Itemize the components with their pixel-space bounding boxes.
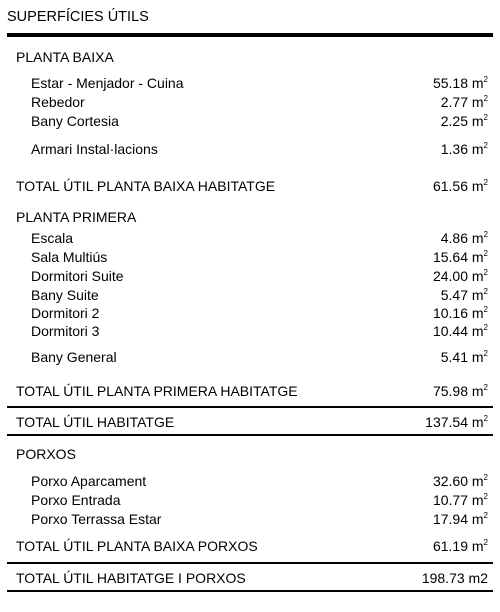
room-label: Porxo Aparcament (31, 473, 147, 489)
room-label: Bany Suite (31, 287, 99, 303)
room-label: Estar - Menjador - Cuina (31, 75, 184, 91)
section-heading-planta-baixa (0, 48, 500, 66)
section-heading-label: PORXOS (16, 446, 76, 462)
room-label: Dormitori Suite (31, 268, 124, 284)
total-label: TOTAL ÚTIL PLANTA BAIXA PORXOS (16, 538, 258, 554)
room-area: 10.16 $m^2$ (432, 305, 488, 321)
divider-rule (7, 590, 493, 592)
room-area: 5.41 $m^2$ (440, 349, 488, 365)
total-row-porxos (0, 537, 500, 555)
table-row (0, 472, 500, 490)
room-area: 1.36 $m^2$ (440, 141, 488, 157)
table-row (0, 491, 500, 509)
total-row-planta-baixa (0, 177, 500, 195)
section-heading-label: PLANTA BAIXA (16, 49, 114, 65)
total-label: TOTAL ÚTIL HABITATGE (16, 414, 175, 430)
table-row (0, 112, 500, 130)
room-area: 24.00 $m^2$ (432, 268, 488, 284)
room-area: 2.77 $m^2$ (440, 94, 488, 110)
table-row (0, 348, 500, 366)
table-row (0, 93, 500, 111)
room-label: Porxo Terrassa Estar (31, 511, 162, 527)
table-row (0, 267, 500, 285)
room-area: 55.18 $m^2$ (432, 75, 488, 91)
table-row (0, 229, 500, 247)
room-label: Dormitori 2 (31, 305, 100, 321)
total-area: 75.98 $m^2$ (432, 383, 488, 399)
total-area: 137.54 $m^2$ (425, 414, 488, 430)
table-row (0, 286, 500, 304)
section-heading-porxos (0, 445, 500, 463)
total-label: TOTAL ÚTIL HABITATGE I PORXOS (16, 570, 246, 586)
room-label: Escala (31, 230, 74, 246)
table-row (0, 74, 500, 92)
section-heading-planta-primera (0, 208, 500, 226)
table-row (0, 322, 500, 340)
room-label: Sala Multiús (31, 249, 108, 265)
room-area: 10.44 $m^2$ (432, 323, 488, 339)
section-heading-label: PLANTA PRIMERA (16, 209, 137, 225)
divider-rule (7, 434, 493, 436)
total-label: TOTAL ÚTIL PLANTA BAIXA HABITATGE (16, 178, 276, 194)
total-area: 61.56 $m^2$ (432, 178, 488, 194)
divider-rule (7, 562, 493, 564)
room-label: Bany General (31, 349, 117, 365)
room-area: 15.64 $m^2$ (432, 249, 488, 265)
room-label: Dormitori 3 (31, 323, 100, 339)
total-area: 198.73 m2 (421, 570, 488, 586)
title-rule (7, 33, 493, 37)
room-area: 2.25 $m^2$ (440, 113, 488, 129)
table-row (0, 248, 500, 266)
room-label: Rebedor (31, 94, 85, 110)
room-label: Bany Cortesia (31, 113, 119, 129)
room-area: 5.47 $m^2$ (440, 287, 488, 303)
table-row (0, 140, 500, 158)
total-row-planta-primera (0, 382, 500, 400)
table-row (0, 304, 500, 322)
room-area: 32.60 $m^2$ (432, 473, 488, 489)
total-row-habitatge (0, 413, 500, 431)
total-row-general (0, 569, 500, 587)
room-area: 10.77 $m^2$ (432, 492, 488, 508)
room-area: 17.94 $m^2$ (432, 511, 488, 527)
room-label: Armari Instal·lacions (31, 141, 158, 157)
page-title: SUPERFÍCIES ÚTILS (7, 9, 149, 25)
room-area: 4.86 $m^2$ (440, 230, 488, 246)
table-row (0, 510, 500, 528)
room-label: Porxo Entrada (31, 492, 121, 508)
divider-rule (7, 406, 493, 408)
total-label: TOTAL ÚTIL PLANTA PRIMERA HABITATGE (16, 383, 298, 399)
total-area: 61.19 $m^2$ (432, 538, 488, 554)
